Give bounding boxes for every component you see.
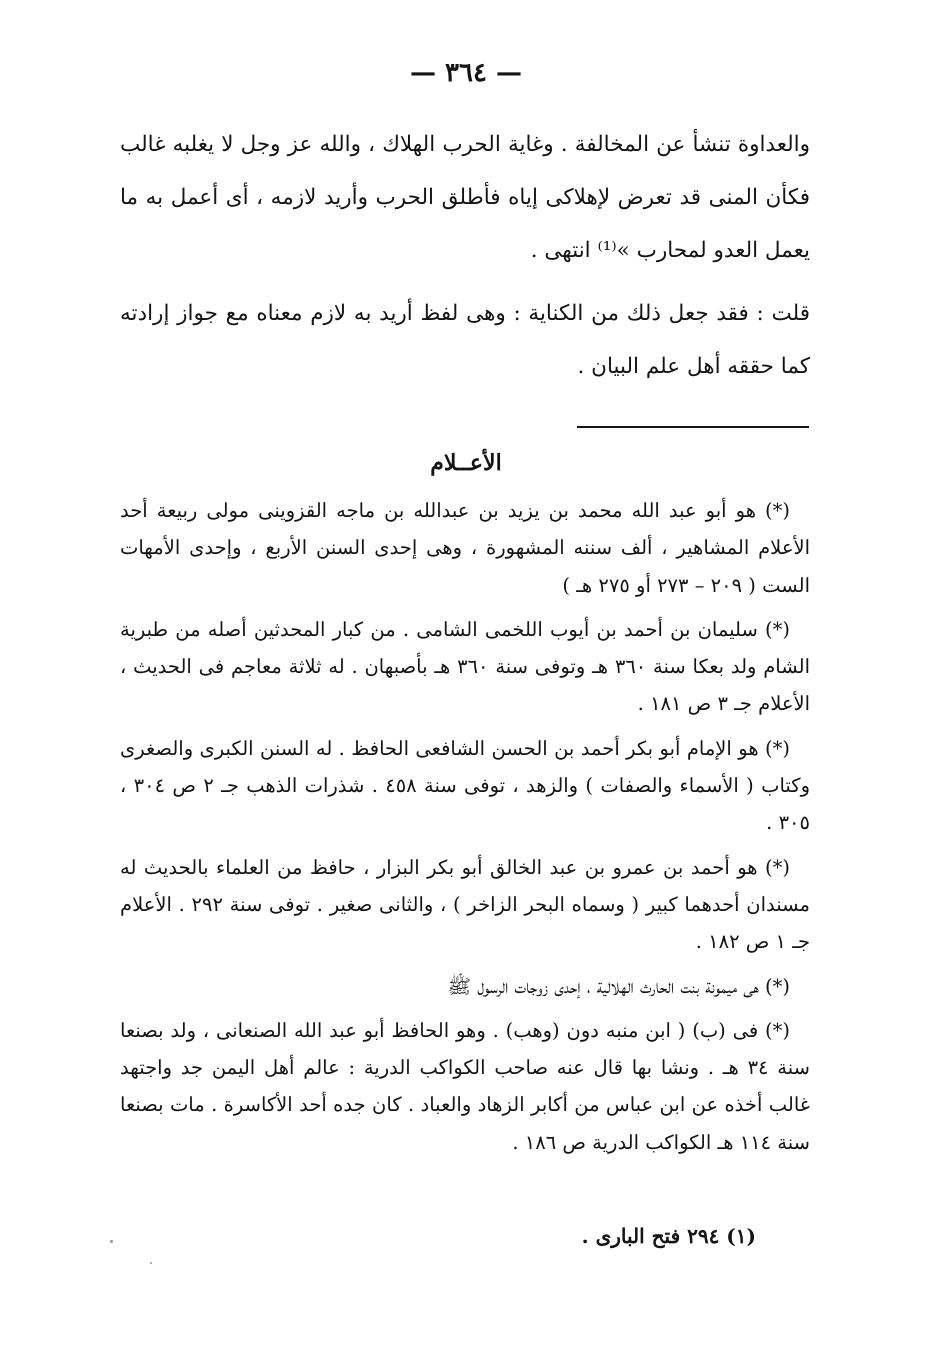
note-wahb: (*) فى (ب) ( ابن منبه دون (وهب) . وهو الحافظ أبو عبد الله الصنعانى ، ولد بصنعا سنة ٣٤ هـ . ونشا بها قال عنه صاحب الكواكب الدرية : عالم أهل اليمن جد واجتهد غالب أخذه عن ابن عباس من أكابر الزهاد والعباد . كان جده أحد الأكاسرة . مات بصنعا سنة ١١٤ هـ الكواكب الدرية ص ١٨٦ . [120, 1018, 810, 1154]
body-paragraph-1: والعداوة تنشأ عن المخالفة . وغاية الحرب الهلاك ، والله عز وجل لا يغلبه غالب فكأن المنى قد تعرض لإهلاكى إياه فأطلق الحرب وأريد لازمه ، أى أعمل به ما يعمل العدو لمحارب »⁽¹⁾ انتهى . [120, 132, 810, 263]
note-maymuna: (*) هى ميمونة بنت الحارث الهلالية ، إحدى زوجات الرسول ﷺ [447, 974, 790, 998]
body-paragraph-2: قلت : فقد جعل ذلك من الكناية : وهى لفظ أريد به لازم معناه مع جواز إرادته كما حققه أهل علم البيان . [120, 301, 810, 379]
scan-speck [110, 1240, 113, 1243]
note-ibn-majah: (*) هو أبو عبد الله محمد بن يزيد بن عبدالله بن ماجه القزوينى مولى ربيعة أحد الأعلام المشاهير ، ألف سننه المشهورة ، وهى إحدى السنن الأربع ، وإحدى الأمهات الست ( ٢٠٩ – ٢٧٣ أو ٢٧٥ هـ ) [120, 499, 810, 597]
page-number: — ٣٦٤ — [409, 58, 523, 88]
main-text [120, 118, 810, 393]
biographical-notes [120, 492, 810, 1168]
paragraph-gap [120, 277, 810, 287]
scan-speck [150, 1262, 152, 1264]
note-bazzar: (*) هو أحمد بن عمرو بن عبد الخالق أبو بكر البزار ، حافظ من العلماء بالحديث له مسندان أحدهما كبير ( وسماه البحر الزاخر ) ، والثانى صغير . توفى سنة ٢٩٢ . الأعلام جـ ١ ص ١٨٢ . [120, 855, 810, 954]
note-tabarani: (*) سليمان بن أحمد بن أيوب اللخمى الشامى . من كبار المحدثين أصله من طبرية الشام ولد بعكا سنة ٣٦٠ هـ وتوفى سنة ٣٦٠ هـ بأصبهان . له ثلاثة معاجم فى الحديث ، الأعلام جـ ٣ ص ١٨١ . [120, 617, 810, 716]
footnote: (١) ٢٩٤ فتح البارى . [581, 1224, 756, 1248]
footnote-separator [577, 426, 809, 428]
note-bayhaqi: (*) هو الإمام أبو بكر أحمد بن الحسن الشافعى الحافظ . له السنن الكبرى والصغرى وكتاب ( الأسماء والصفات ) والزهد ، توفى سنة ٤٥٨ . شذرات الذهب جـ ٢ ص ٣٠٤ ، ٣٠٥ . [120, 736, 810, 835]
notes-heading: الأعــلام [430, 450, 502, 476]
